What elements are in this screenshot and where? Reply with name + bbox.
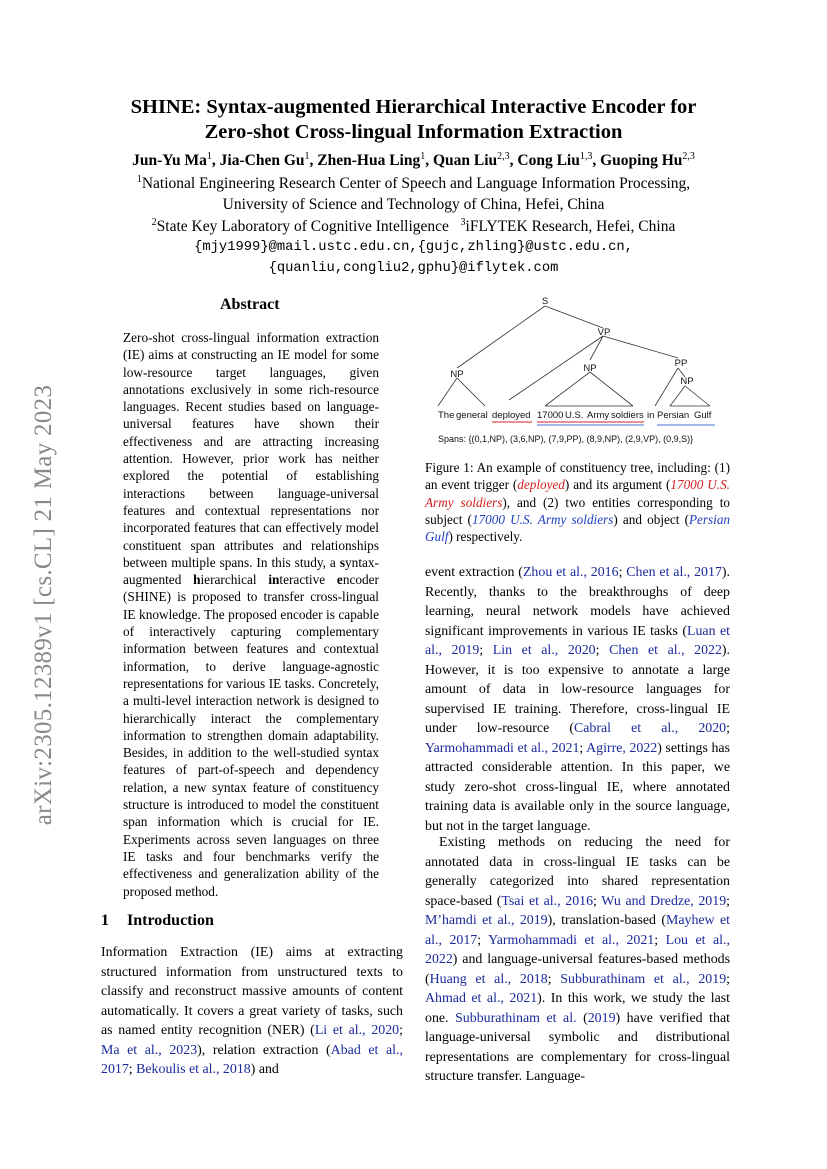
word-us: U.S. bbox=[565, 410, 584, 421]
author: Jun-Yu Ma bbox=[132, 152, 207, 169]
node-np: NP bbox=[680, 376, 694, 387]
section-introduction-heading: 1 Introduction bbox=[101, 912, 214, 929]
author: Quan Liu bbox=[432, 152, 498, 169]
arxiv-sidebar bbox=[14, 355, 74, 855]
node-s: S bbox=[541, 296, 549, 307]
affiliation-3: iFLYTEK Research, Hefei, China bbox=[465, 218, 676, 235]
node-pp: PP bbox=[674, 358, 688, 369]
citation-link[interactable]: Bekoulis et al., 2018 bbox=[136, 1062, 251, 1077]
spans-list: Spans: {(0,1,NP), (3,6,NP), (7,9,PP), (8,9,NP), (2,9,VP), (0,9,S)} bbox=[438, 434, 694, 444]
citation-link[interactable]: Abad et al., 2017 bbox=[101, 1042, 403, 1077]
citation-link[interactable]: Lin et al., 2020 bbox=[492, 643, 596, 658]
citation-link[interactable]: Subburathinam et al., 2019 bbox=[560, 971, 727, 987]
affiliations: $^1$National Engineering Research Center of Speech and Language Information Processing, University of Science and Technology of China, Hefei, China $^2$State Key Laboratory of Cognitive Intelligence $^3$iFLYTEK Research, Hefei, China {mjy1999}@mail.ustc.edu.cn,{gujc,zhling}@ustc.edu.cn, {quanliu,congliu2,gphu}@iflytek.com bbox=[60, 173, 767, 279]
abstract-body: Zero-shot cross-lingual information extraction (IE) aims at constructing an IE model for some low-resource target languages, given annotations exclusively in some rich-resource languages. Recent studies based on language-universal features have shown their effectiveness and are attracting increasing attention. However, prior work has neither explored the potential of establishing interactions between language-universal features and contextual representations nor incorporated features that can effectively model constituent span attributes and relationships between multiple spans. In this study, a syntax-augmented hierarchical interactive encoder (SHINE) is proposed to transfer cross-lingual IE knowledge. The proposed encoder is capable of interactively capturing complementary information between features and contextual information, to derive language-agnostic representations for various IE tasks. Concretely, a multi-level interaction network is designed to hierarchically interact the complementary information to strengthen domain adaptability. Besides, in addition to the well-studied syntax features of part-of-speech and dependency relation, a new syntax feature of constituency structure is introduced to model the constituent span information which is crucial for IE. Experiments across seven languages on three IE tasks and four benchmarks verify the effectiveness and generalization ability of the proposed method. bbox=[123, 330, 379, 899]
citation-link[interactable]: Mayhew et al., 2017 bbox=[425, 913, 730, 948]
figure-caption: Figure 1: An example of constituency tree, including: (1) an event trigger (deployed) and its argument (17000 U.S. Army soldiers), and (2) two entities corresponding to subject (17000 U.S. Army soldiers) and object (Persian Gulf) respectively. bbox=[425, 460, 731, 545]
author: Guoping Hu bbox=[600, 152, 683, 169]
citation-link[interactable]: Wu and Dredze, 2019 bbox=[601, 893, 727, 909]
citation-link[interactable]: Chen et al., 2022 bbox=[609, 643, 722, 658]
author-list: Jun-Yu Ma$^1$, Jia-Chen Gu$^1$, Zhen-Hua Ling$^1$, Quan Liu$^{2,3}$, Cong Liu$^{1,3}$, Guoping Hu$^{2,3}$ bbox=[132, 150, 695, 169]
paper-title bbox=[60, 95, 767, 145]
word-deployed: deployed bbox=[492, 410, 531, 421]
word-general: general bbox=[456, 410, 488, 421]
node-vp: VP bbox=[597, 327, 611, 338]
abstract-heading: Abstract bbox=[220, 296, 280, 313]
constituency-tree-figure bbox=[425, 288, 735, 453]
arxiv-id: arXiv:2305.12389v1 [cs.CL] 21 May 2023 bbox=[30, 384, 57, 826]
email-line-1: {mjy1999}@mail.ustc.edu.cn,{gujc,zhling}@ustc.edu.cn, bbox=[194, 240, 633, 255]
title-line-2: Zero-shot Cross-lingual Information Extraction bbox=[204, 121, 623, 143]
word-gulf: Gulf bbox=[694, 410, 712, 421]
citation-link[interactable]: M’hamdi et al., 2019 bbox=[425, 913, 548, 928]
intro-paragraph: Information Extraction (IE) aims at extracting structured information from unstructured texts to classify and reconstruct massive amounts of content automatically. It covers a great variety of tasks, such as named entity recognition (NER) (Li et al., 2020; Ma et al., 2023), relation extraction (Abad et al., 2017; Bekoulis et al., 2018) and bbox=[101, 945, 403, 1077]
title-line-1: SHINE: Syntax-augmented Hierarchical Interactive Encoder for bbox=[130, 96, 697, 118]
citation-link[interactable]: Ahmad et al., 2021 bbox=[425, 991, 538, 1006]
citation-link[interactable]: Tsai et al., 2016 bbox=[501, 893, 594, 909]
citation-link[interactable]: Yarmohammadi et al., 2021 bbox=[425, 740, 580, 756]
citation-link[interactable]: Huang et al., 2018 bbox=[429, 971, 548, 987]
affiliation-2: State Key Laboratory of Cognitive Intelligence bbox=[156, 218, 449, 235]
affiliation-1b: University of Science and Technology of China, Hefei, China bbox=[222, 196, 605, 213]
citation-link[interactable]: Subburathinam et al. bbox=[455, 1010, 577, 1026]
word-in: in bbox=[647, 410, 655, 421]
author: Jia-Chen Gu bbox=[219, 152, 305, 169]
col2-paragraph-1: event extraction (Zhou et al., 2016; Chen et al., 2017). Recently, thanks to the breakthroughs of deep learning, neural network models have achieved significant improvements in various IE tasks (Luan et al., 2019; Lin et al., 2020; Chen et al., 2022). However, it is too expensive to annotate a large amount of data in low-resource languages for supervised IE training. Therefore, cross-lingual IE under low-resource (Cabral et al., 2020; Yarmohammadi et al., 2021; Agirre, 2022) settings has attracted considerable attention. In this paper, we study zero-shot cross-lingual IE, where annotated training data is available only in the source language, but not in the target language. bbox=[425, 565, 731, 834]
author: Zhen-Hua Ling bbox=[317, 152, 421, 169]
citation-link[interactable]: Agirre, 2022 bbox=[586, 740, 658, 756]
citation-link[interactable]: Lou et al., 2022 bbox=[425, 932, 730, 967]
word-army: Army bbox=[587, 410, 610, 421]
citation-link[interactable]: Chen et al., 2017 bbox=[626, 565, 722, 580]
author: Cong Liu bbox=[517, 152, 580, 169]
word-the: The bbox=[438, 410, 455, 421]
col2-paragraph-2: Existing methods on reducing the need for annotated data in cross-lingual IE tasks can be generally categorized into shared representation space-based (Tsai et al., 2016; Wu and Dredze, 2019; M’hamdi et al., 2019), translation-based (Mayhew et al., 2017; Yarmohammadi et al., 2021; Lou et al., 2022) and language-universal features-based methods (Huang et al., 2018; Subburathinam et al., 2019; Ahmad et al., 2021). In this work, we study the last one. Subburathinam et al. (2019) have verified that language-universal symbolic and distributional representations are complementary for cross-lingual structure transfer. Language- bbox=[425, 835, 731, 1084]
node-np: NP bbox=[583, 363, 597, 374]
citation-link[interactable]: Ma et al., 2023 bbox=[101, 1042, 198, 1058]
citation-link[interactable]: Luan et al., 2019 bbox=[425, 623, 730, 658]
citation-link[interactable]: 2019 bbox=[587, 1010, 616, 1026]
email-line-2: {quanliu,congliu2,gphu}@iflytek.com bbox=[268, 261, 559, 276]
citation-link[interactable]: Cabral et al., 2020 bbox=[573, 721, 727, 736]
word-persian: Persian bbox=[657, 410, 690, 421]
word-soldiers: soldiers bbox=[611, 410, 644, 421]
word-17000: 17000 bbox=[537, 410, 564, 421]
citation-link[interactable]: Yarmohammadi et al., 2021 bbox=[488, 932, 655, 948]
citation-link[interactable]: Zhou et al., 2016 bbox=[522, 565, 619, 580]
affiliation-1: National Engineering Research Center of Speech and Language Information Processing, bbox=[141, 175, 691, 192]
node-np: NP bbox=[450, 369, 464, 380]
citation-link[interactable]: Li et al., 2020 bbox=[314, 1023, 400, 1038]
